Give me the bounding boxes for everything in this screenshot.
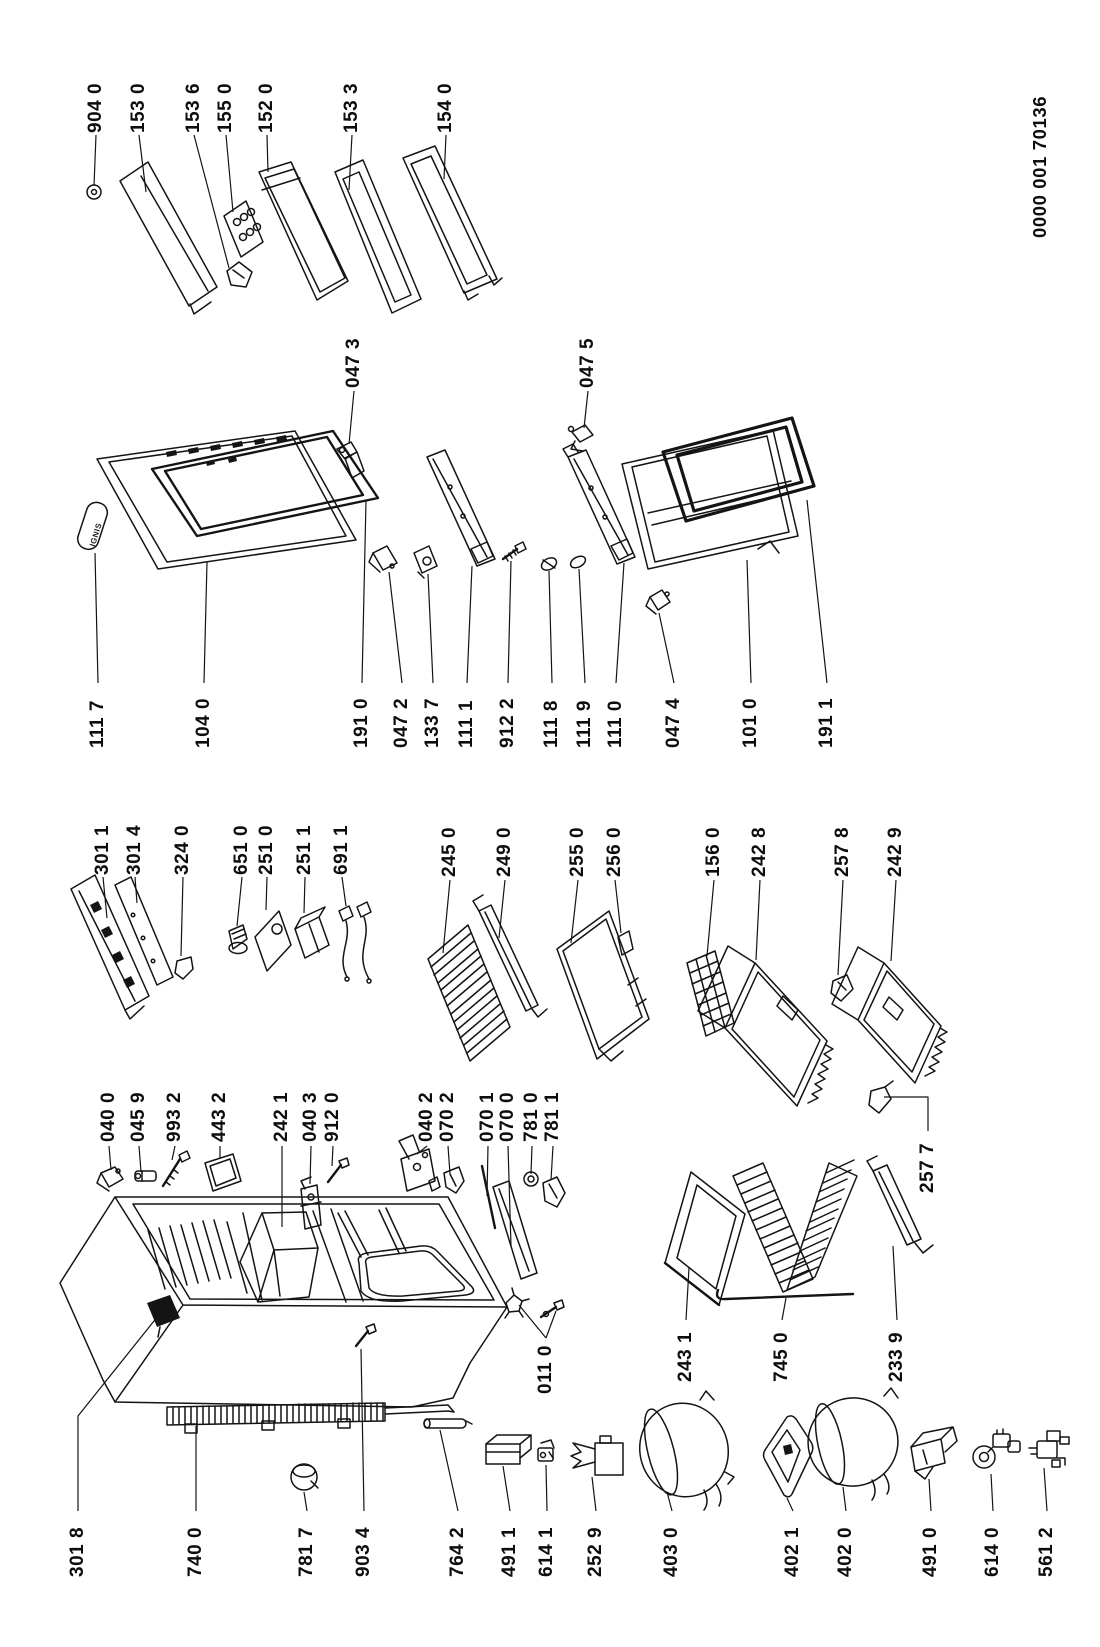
part-cabinet-body	[60, 1197, 507, 1407]
part-label-781-1: 781 1	[542, 1091, 563, 1142]
part-wiring-691-1	[339, 902, 371, 983]
part-bracket-153-6	[227, 262, 252, 287]
part-compressor-402-0	[798, 1387, 909, 1500]
part-bin-frame-153-3	[335, 160, 421, 313]
part-connector-614-0	[973, 1429, 1020, 1468]
part-lamp-651-0	[229, 925, 247, 954]
part-label-104-0: 104 0	[193, 697, 214, 748]
part-label-301-8: 301 8	[67, 1526, 88, 1577]
part-label-111-9: 111 9	[574, 700, 595, 748]
part-label-251-1: 251 1	[294, 824, 315, 875]
part-label-993-2: 993 2	[164, 1091, 185, 1142]
part-knob-781-7	[291, 1464, 318, 1490]
part-label-191-1: 191 1	[816, 697, 837, 748]
part-label-764-2: 764 2	[447, 1526, 468, 1577]
part-rod-070-1	[482, 1166, 495, 1228]
part-clip-257-7	[869, 1081, 893, 1113]
part-label-745-0: 745 0	[771, 1331, 792, 1382]
part-label-402-1: 402 1	[782, 1526, 803, 1577]
part-compressor-403-0	[628, 1391, 741, 1510]
part-screw-912-2	[503, 542, 526, 561]
document-number: 0000 001 70136	[1029, 95, 1050, 238]
part-crisper-cover-255-0	[557, 911, 649, 1061]
part-label-070-1: 070 1	[477, 1091, 498, 1142]
part-shelf-rail-249-0	[473, 895, 547, 1017]
part-label-154-0: 154 0	[435, 82, 456, 133]
part-label-045-9: 045 9	[128, 1091, 149, 1142]
part-egg-tray-155-0	[224, 201, 263, 257]
part-label-912-2: 912 2	[497, 697, 518, 748]
part-screw-993-2	[163, 1151, 190, 1186]
part-label-101-0: 101 0	[740, 697, 761, 748]
part-label-614-0: 614 0	[982, 1526, 1003, 1577]
part-door-101-0	[622, 430, 798, 569]
part-label-047-4: 047 4	[663, 697, 684, 748]
part-clip-781-1	[543, 1177, 565, 1207]
part-corner-box-491-0	[911, 1427, 957, 1479]
part-label-243-1: 243 1	[675, 1331, 696, 1382]
part-mounting-plate-402-1	[764, 1416, 813, 1497]
part-label-781-0: 781 0	[521, 1091, 542, 1142]
part-center-rail-111-1	[427, 450, 495, 566]
part-pin-904-0	[87, 185, 101, 199]
part-label-156-0: 156 0	[703, 826, 724, 877]
part-label-912-0: 912 0	[322, 1091, 343, 1142]
part-label-781-7: 781 7	[296, 1526, 317, 1577]
part-label-651-0: 651 0	[231, 824, 252, 875]
part-label-443-2: 443 2	[209, 1091, 230, 1142]
part-label-191-0: 191 0	[351, 697, 372, 748]
part-label-242-8: 242 8	[749, 826, 770, 877]
part-label-070-0: 070 0	[497, 1091, 518, 1142]
part-label-491-1: 491 1	[499, 1526, 520, 1577]
nameplate-text: IGNIS	[88, 521, 104, 548]
part-door-104-0	[97, 431, 356, 569]
part-label-153-3: 153 3	[341, 82, 362, 133]
part-screw-903-4	[356, 1324, 376, 1346]
part-hinge-047-5	[569, 425, 594, 451]
part-door-shelf-153-0	[120, 162, 217, 314]
part-label-249-0: 249 0	[494, 826, 515, 877]
part-label-561-2: 561 2	[1036, 1526, 1057, 1577]
part-label-614-1: 614 1	[536, 1526, 557, 1577]
part-label-301-1: 301 1	[92, 824, 113, 875]
part-label-402-0: 402 0	[835, 1526, 856, 1577]
part-trim-strip-070-0	[493, 1181, 537, 1279]
part-box-491-1	[486, 1435, 531, 1464]
part-label-252-9: 252 9	[585, 1526, 606, 1577]
part-cap-111-9	[569, 554, 588, 570]
part-corner-070-2	[444, 1167, 464, 1193]
part-label-903-4: 903 4	[353, 1526, 374, 1577]
part-label-491-0: 491 0	[920, 1526, 941, 1577]
part-label-111-1: 111 1	[456, 700, 477, 748]
part-hinge-040-0	[97, 1167, 123, 1191]
part-label-111-0: 111 0	[605, 700, 626, 748]
part-label-047-3: 047 3	[343, 337, 364, 388]
part-label-153-6: 153 6	[183, 82, 204, 133]
part-door-bin-152-0	[259, 162, 348, 300]
part-label-257-7: 257 7	[917, 1142, 938, 1193]
part-evaporator-745-0	[717, 1160, 857, 1299]
part-label-324-0: 324 0	[172, 824, 193, 875]
part-hinge-047-2	[369, 546, 397, 572]
part-handle-443-2	[205, 1154, 241, 1191]
part-cap-111-8	[539, 555, 558, 572]
part-label-133-7: 133 7	[422, 697, 443, 748]
part-label-233-9: 233 9	[886, 1331, 907, 1382]
part-grommet-781-0	[524, 1172, 538, 1186]
part-label-040-3: 040 3	[300, 1091, 321, 1142]
part-condenser-740-0	[167, 1403, 454, 1433]
part-label-152-0: 152 0	[256, 82, 277, 133]
part-label-111-7: 111 7	[87, 700, 108, 748]
part-center-rail-111-0	[563, 444, 635, 564]
part-label-256-0: 256 0	[604, 826, 625, 877]
part-label-111-8: 111 8	[541, 700, 562, 748]
part-clip-324-0	[175, 957, 193, 979]
part-label-740-0: 740 0	[185, 1526, 206, 1577]
part-label-255-0: 255 0	[567, 826, 588, 877]
part-bin-frame-154-0	[403, 146, 502, 300]
part-card-251-0	[255, 911, 291, 971]
part-screw-912-0	[328, 1158, 349, 1182]
part-label-251-0: 251 0	[256, 824, 277, 875]
part-label-403-0: 403 0	[661, 1526, 682, 1577]
part-heater-tube-764-2	[424, 1419, 472, 1428]
part-label-047-2: 047 2	[391, 697, 412, 748]
part-crisper-drawer-242-9	[832, 947, 947, 1083]
part-frame-243-1	[665, 1172, 745, 1305]
part-label-691-1: 691 1	[331, 824, 352, 875]
part-label-301-4: 301 4	[124, 824, 145, 875]
part-label-155-0: 155 0	[215, 82, 236, 133]
part-box-251-1	[295, 907, 329, 958]
part-hinge-bracket-040-2	[399, 1135, 440, 1191]
part-hinge-047-4	[646, 590, 670, 614]
part-label-257-8: 257 8	[832, 826, 853, 877]
part-bolt-045-9	[135, 1171, 156, 1181]
part-wire-shelf-245-0	[428, 925, 510, 1061]
part-connector-614-1	[538, 1440, 554, 1461]
part-clip-257-8	[831, 975, 853, 1001]
part-crisper-drawer-242-8	[698, 946, 833, 1106]
part-label-070-2: 070 2	[437, 1091, 458, 1142]
part-terminal-561-2	[1029, 1431, 1069, 1467]
part-label-040-2: 040 2	[416, 1091, 437, 1142]
part-label-011-0: 011 0	[535, 1345, 556, 1394]
part-bracket-252-9	[571, 1436, 623, 1475]
part-label-040-0: 040 0	[98, 1091, 119, 1142]
part-label-242-1: 242 1	[271, 1091, 292, 1142]
part-trim-301-4	[115, 877, 173, 985]
part-label-153-0: 153 0	[128, 82, 149, 133]
part-label-904-0: 904 0	[85, 82, 106, 133]
part-bracket-040-3	[301, 1177, 321, 1229]
part-label-047-5: 047 5	[577, 337, 598, 388]
part-label-242-9: 242 9	[885, 826, 906, 877]
part-bearing-133-7	[414, 546, 437, 578]
part-control-panel-301-1	[71, 875, 149, 1019]
part-label-245-0: 245 0	[439, 826, 460, 877]
